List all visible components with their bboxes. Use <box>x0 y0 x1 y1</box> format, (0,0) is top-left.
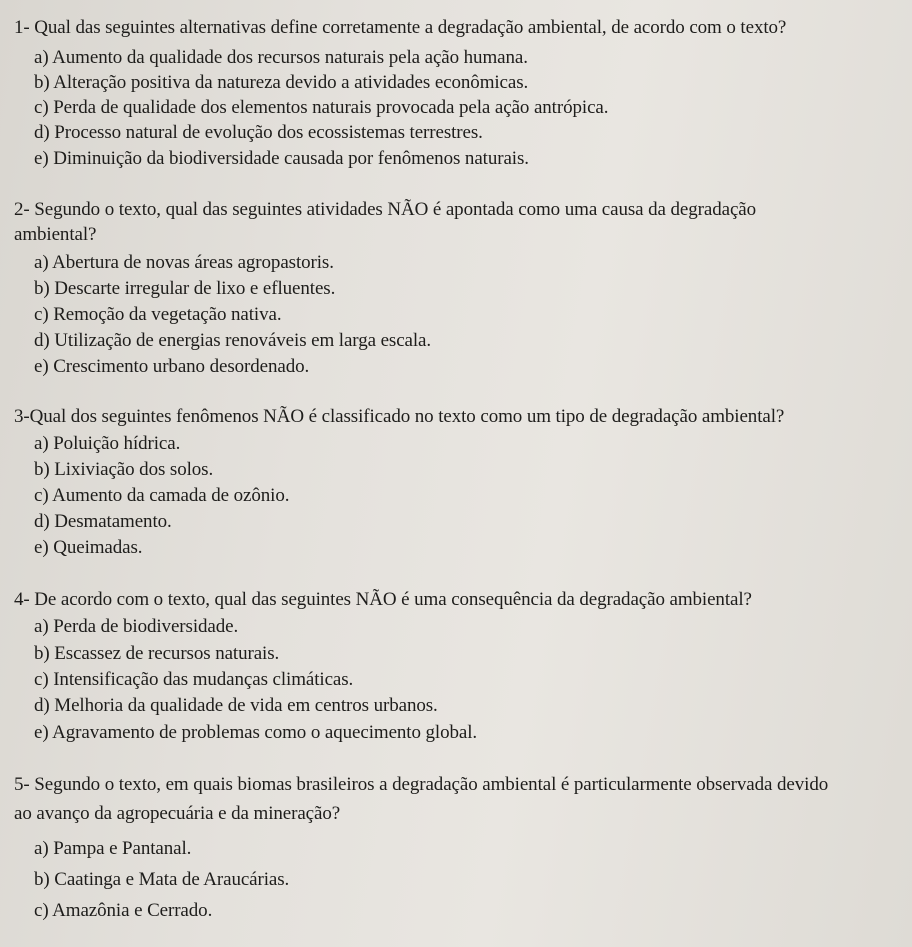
question-5-option-a: a) Pampa e Pantanal. <box>34 838 192 859</box>
question-1-option-d: d) Processo natural de evolução dos ecossistemas terrestres. <box>34 122 483 143</box>
question-3-text: 3-Qual dos seguintes fenômenos NÃO é classificado no texto como um tipo de degradação ambiental? <box>14 406 785 427</box>
question-1-text: 1- Qual das seguintes alternativas define corretamente a degradação ambiental, de acordo com o texto? <box>14 17 787 38</box>
question-3-option-e: e) Queimadas. <box>34 537 143 558</box>
question-4-option-b: b) Escassez de recursos naturais. <box>34 643 280 664</box>
question-2-option-d: d) Utilização de energias renováveis em larga escala. <box>34 330 432 351</box>
question-2-option-b: b) Descarte irregular de lixo e efluentes. <box>34 278 336 299</box>
question-2-option-a: a) Abertura de novas áreas agropastoris. <box>34 252 334 273</box>
question-1-option-c: c) Perda de qualidade dos elementos naturais provocada pela ação antrópica. <box>34 97 609 118</box>
question-5-text: 5- Segundo o texto, em quais biomas brasileiros a degradação ambiental é particularmente observada devido <box>14 774 829 795</box>
question-4-option-c: c) Intensificação das mudanças climáticas. <box>34 669 354 690</box>
question-3-option-d: d) Desmatamento. <box>34 511 172 532</box>
question-3-option-b: b) Lixiviação dos solos. <box>34 459 214 480</box>
question-4-option-d: d) Melhoria da qualidade de vida em centros urbanos. <box>34 695 438 716</box>
question-4-text: 4- De acordo com o texto, qual das seguintes NÃO é uma consequência da degradação ambiental? <box>14 589 752 610</box>
question-2-option-c: c) Remoção da vegetação nativa. <box>34 304 282 325</box>
question-4-option-a: a) Perda de biodiversidade. <box>34 616 239 637</box>
question-1-option-b: b) Alteração positiva da natureza devido a atividades econômicas. <box>34 72 529 93</box>
question-2-text: 2- Segundo o texto, qual das seguintes atividades NÃO é apontada como uma causa da degradação <box>14 199 757 220</box>
question-1-option-e: e) Diminuição da biodiversidade causada por fenômenos naturais. <box>34 148 529 169</box>
question-1-option-a: a) Aumento da qualidade dos recursos naturais pela ação humana. <box>34 47 528 68</box>
question-5-option-b: b) Caatinga e Mata de Araucárias. <box>34 869 290 890</box>
question-3-option-c: c) Aumento da camada de ozônio. <box>34 485 290 506</box>
question-5-option-c: c) Amazônia e Cerrado. <box>34 900 213 921</box>
question-4-option-e: e) Agravamento de problemas como o aquecimento global. <box>34 722 478 743</box>
question-2-text-cont: ambiental? <box>14 224 97 245</box>
question-5-text-cont: ao avanço da agropecuária e da mineração? <box>14 803 341 824</box>
question-3-option-a: a) Poluição hídrica. <box>34 433 181 454</box>
question-2-option-e: e) Crescimento urbano desordenado. <box>34 356 310 377</box>
